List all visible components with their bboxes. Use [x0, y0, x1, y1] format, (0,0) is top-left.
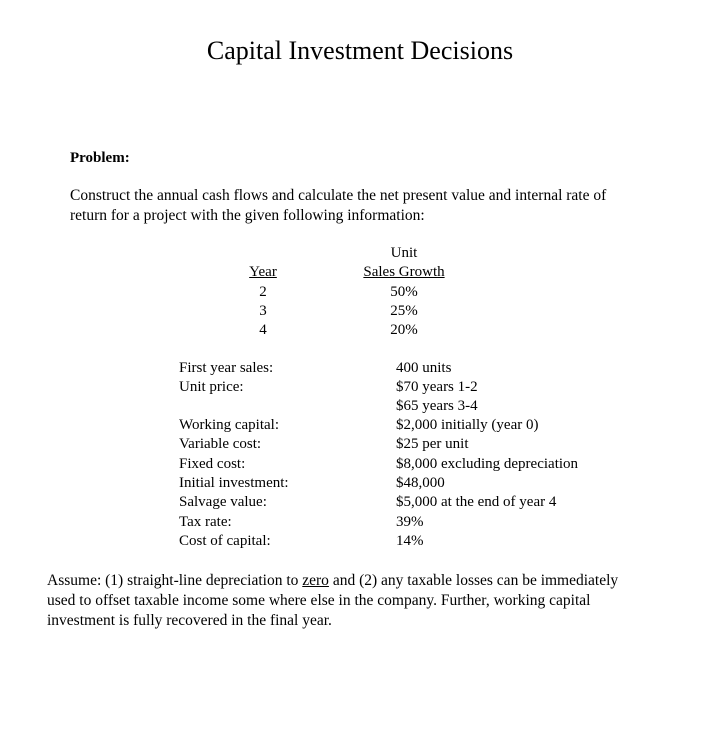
assumptions-paragraph	[47, 571, 618, 631]
param-value-salvage-value: $5,000 at the end of year 4	[396, 494, 557, 510]
param-value-unit-price-2: $65 years 3-4	[396, 398, 478, 414]
intro-line-1: Construct the annual cash flows and calculate the net present value and internal rate of	[70, 187, 607, 204]
year-cell: 3	[259, 303, 267, 319]
assume-zero-underlined: zero	[302, 572, 329, 589]
problem-heading: Problem:	[70, 150, 130, 166]
assume-line-2: used to offset taxable income some where else in the company. Further, working capital	[47, 592, 591, 609]
assume-line-1-pre: Assume: (1) straight-line depreciation to	[47, 572, 303, 589]
growth-cell: 25%	[390, 303, 418, 319]
year-cell: 2	[259, 284, 267, 300]
param-label-unit-price: Unit price:	[179, 379, 244, 395]
param-label-fixed-cost: Fixed cost:	[179, 456, 246, 472]
param-value-working-capital: $2,000 initially (year 0)	[396, 417, 539, 433]
param-label-first-year-sales: First year sales:	[179, 360, 274, 376]
intro-line-2: return for a project with the given following information:	[70, 207, 425, 224]
param-value-first-year-sales: 400 units	[396, 360, 452, 376]
growth-header: Sales Growth	[363, 264, 445, 280]
growth-header-top: Unit	[390, 245, 418, 261]
param-label-initial-investment: Initial investment:	[179, 475, 289, 491]
param-label-variable-cost: Variable cost:	[179, 436, 262, 452]
assume-line-1	[47, 571, 618, 591]
param-value-tax-rate: 39%	[396, 514, 424, 530]
assume-line-1-post: and (2) any taxable losses can be immediately	[328, 572, 619, 589]
param-label-salvage-value: Salvage value:	[179, 494, 267, 510]
year-cell: 4	[259, 322, 267, 338]
param-value-fixed-cost: $8,000 excluding depreciation	[396, 456, 579, 472]
assume-line-3: investment is fully recovered in the final year.	[47, 612, 332, 629]
param-value-initial-investment: $48,000	[396, 475, 445, 491]
param-label-tax-rate: Tax rate:	[179, 514, 232, 530]
param-label-working-capital: Working capital:	[179, 417, 280, 433]
year-header: Year	[249, 264, 277, 280]
param-value-variable-cost: $25 per unit	[396, 436, 469, 452]
param-value-unit-price-1: $70 years 1-2	[396, 379, 478, 395]
growth-cell: 50%	[390, 284, 418, 300]
page-title: Capital Investment Decisions	[206, 36, 514, 65]
param-label-cost-of-capital: Cost of capital:	[179, 533, 271, 549]
problem-intro	[70, 186, 670, 226]
param-value-cost-of-capital: 14%	[396, 533, 424, 549]
growth-cell: 20%	[390, 322, 418, 338]
